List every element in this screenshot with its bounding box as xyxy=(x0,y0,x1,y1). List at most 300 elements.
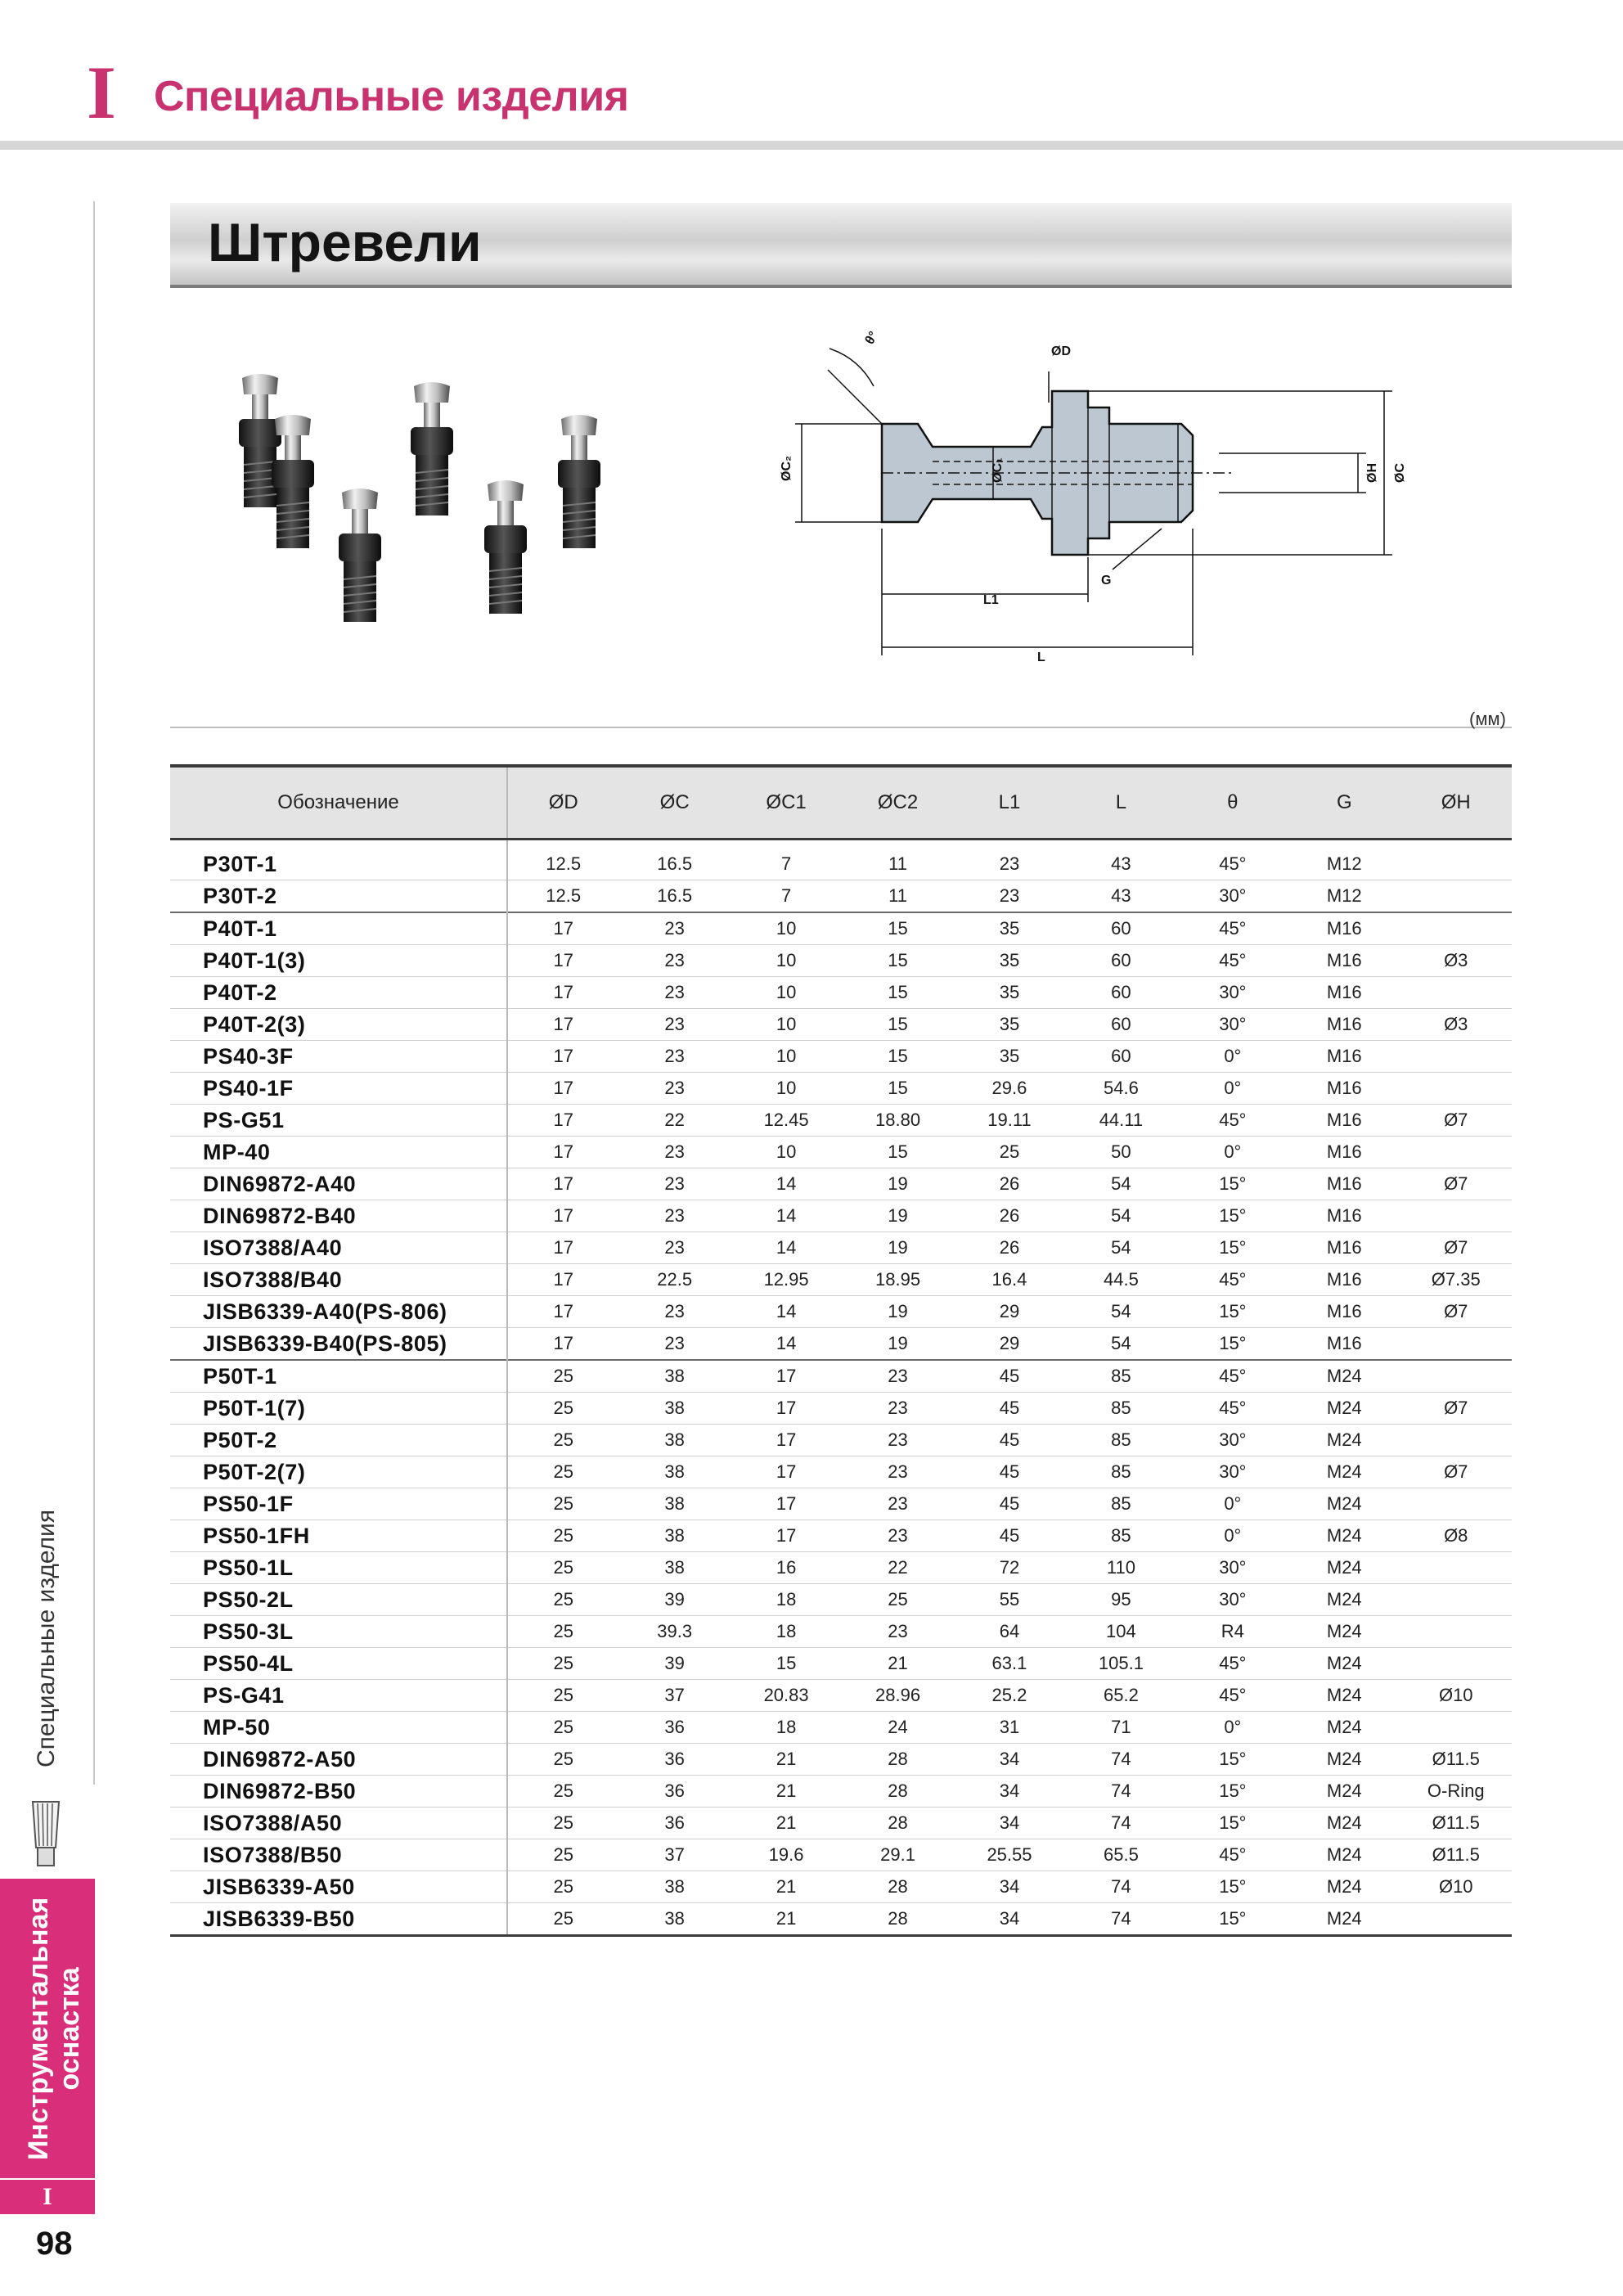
row-designation: PS50-1F xyxy=(170,1488,507,1520)
table-cell: 104 xyxy=(1065,1616,1176,1648)
table-row xyxy=(170,945,1512,977)
table-cell xyxy=(1400,1425,1513,1456)
table-row xyxy=(170,1808,1512,1839)
table-cell: 25 xyxy=(507,1744,618,1776)
table-cell: 21 xyxy=(731,1744,842,1776)
row-designation: MP-40 xyxy=(170,1137,507,1168)
row-designation: P30T-1 xyxy=(170,840,507,880)
table-cell: 22 xyxy=(842,1552,953,1584)
row-designation: PS50-1L xyxy=(170,1552,507,1584)
table-cell: 65.5 xyxy=(1065,1839,1176,1871)
table-cell: 25 xyxy=(507,1871,618,1903)
table-cell: M24 xyxy=(1288,1776,1400,1808)
table-cell: 74 xyxy=(1065,1871,1176,1903)
table-cell: M16 xyxy=(1288,1200,1400,1232)
table-row xyxy=(170,912,1512,945)
table-cell: 23 xyxy=(618,1328,730,1361)
row-designation: DIN69872-B50 xyxy=(170,1776,507,1808)
table-cell: 45 xyxy=(954,1456,1065,1488)
table-cell xyxy=(1400,880,1513,913)
table-cell: 17 xyxy=(507,1264,618,1296)
table-cell: M24 xyxy=(1288,1360,1400,1393)
table-cell: 45° xyxy=(1177,1648,1288,1680)
table-cell: M16 xyxy=(1288,1264,1400,1296)
table-cell: M16 xyxy=(1288,1232,1400,1264)
table-row xyxy=(170,1744,1512,1776)
table-cell: 24 xyxy=(842,1712,953,1744)
table-row xyxy=(170,1552,1512,1584)
table-row xyxy=(170,1105,1512,1137)
col-header-oh: ØH xyxy=(1400,766,1513,840)
table-cell: 60 xyxy=(1065,912,1176,945)
table-cell: 17 xyxy=(731,1425,842,1456)
table-cell: Ø11.5 xyxy=(1400,1808,1513,1839)
table-cell: 15 xyxy=(731,1648,842,1680)
table-cell: 23 xyxy=(842,1360,953,1393)
table-cell: 54 xyxy=(1065,1232,1176,1264)
row-designation: PS40-3F xyxy=(170,1041,507,1073)
table-cell: 60 xyxy=(1065,945,1176,977)
label-theta: θ° xyxy=(862,329,881,347)
table-row xyxy=(170,1009,1512,1041)
table-cell: 11 xyxy=(842,880,953,913)
table-cell: 36 xyxy=(618,1712,730,1744)
table-cell: 21 xyxy=(731,1871,842,1903)
table-cell: 10 xyxy=(731,1137,842,1168)
table-cell xyxy=(1400,1073,1513,1105)
label-oc1: ØC₁ xyxy=(991,457,1005,483)
row-designation: DIN69872-A50 xyxy=(170,1744,507,1776)
table-cell: Ø7 xyxy=(1400,1456,1513,1488)
table-cell: 22.5 xyxy=(618,1264,730,1296)
table-cell: 23 xyxy=(954,880,1065,913)
table-cell: 21 xyxy=(731,1808,842,1839)
table-row xyxy=(170,1456,1512,1488)
row-designation: PS50-1FH xyxy=(170,1520,507,1552)
table-cell: 36 xyxy=(618,1808,730,1839)
table-cell: 60 xyxy=(1065,1009,1176,1041)
row-designation: P30T-2 xyxy=(170,880,507,913)
table-cell: 23 xyxy=(618,1200,730,1232)
row-designation: P40T-2 xyxy=(170,977,507,1009)
table-cell: 26 xyxy=(954,1200,1065,1232)
table-cell: 45 xyxy=(954,1425,1065,1456)
table-row xyxy=(170,977,1512,1009)
table-cell: Ø7 xyxy=(1400,1296,1513,1328)
table-cell: 22 xyxy=(618,1105,730,1137)
table-cell: 30° xyxy=(1177,1425,1288,1456)
table-cell: 16 xyxy=(731,1552,842,1584)
table-row xyxy=(170,1393,1512,1425)
table-cell: 17 xyxy=(507,1328,618,1361)
table-cell: M12 xyxy=(1288,840,1400,880)
table-cell: Ø3 xyxy=(1400,1009,1513,1041)
table-cell: 17 xyxy=(507,1296,618,1328)
table-cell: 28.96 xyxy=(842,1680,953,1712)
table-cell: 29 xyxy=(954,1296,1065,1328)
table-cell: 15 xyxy=(842,1041,953,1073)
table-cell: 17 xyxy=(507,1009,618,1041)
table-cell xyxy=(1400,1137,1513,1168)
table-cell xyxy=(1400,1903,1513,1936)
table-row xyxy=(170,1041,1512,1073)
table-cell: M24 xyxy=(1288,1839,1400,1871)
table-cell: 60 xyxy=(1065,977,1176,1009)
category-tab-line1: Инструментальная xyxy=(23,1897,54,2160)
table-cell: 45° xyxy=(1177,840,1288,880)
label-g: G xyxy=(1101,574,1112,588)
col-header-designation: Обозначение xyxy=(170,766,507,840)
table-cell: 15° xyxy=(1177,1296,1288,1328)
table-cell: 95 xyxy=(1065,1584,1176,1616)
table-cell: M16 xyxy=(1288,1328,1400,1361)
table-cell: 38 xyxy=(618,1425,730,1456)
table-cell: 15 xyxy=(842,945,953,977)
table-cell: 34 xyxy=(954,1903,1065,1936)
table-cell: 15 xyxy=(842,1073,953,1105)
table-cell: M12 xyxy=(1288,880,1400,913)
table-cell: 23 xyxy=(618,1041,730,1073)
row-designation: JISB6339-B50 xyxy=(170,1903,507,1936)
table-cell: 29.1 xyxy=(842,1839,953,1871)
table-cell: 54 xyxy=(1065,1296,1176,1328)
pull-stud-drawing xyxy=(777,324,1407,668)
table-cell: 28 xyxy=(842,1744,953,1776)
table-cell: 71 xyxy=(1065,1712,1176,1744)
table-cell: 31 xyxy=(954,1712,1065,1744)
table-cell: M24 xyxy=(1288,1744,1400,1776)
label-l1: L1 xyxy=(983,593,999,607)
table-row xyxy=(170,1776,1512,1808)
table-cell: 39 xyxy=(618,1648,730,1680)
table-cell: 25 xyxy=(507,1488,618,1520)
table-cell: 29.6 xyxy=(954,1073,1065,1105)
table-cell: 19 xyxy=(842,1168,953,1200)
table-cell: M16 xyxy=(1288,1009,1400,1041)
table-cell: 0° xyxy=(1177,1137,1288,1168)
category-tab-label xyxy=(23,1898,85,2160)
table-cell: 105.1 xyxy=(1065,1648,1176,1680)
table-cell: 10 xyxy=(731,1073,842,1105)
table-cell: 35 xyxy=(954,945,1065,977)
label-oc2: ØC₂ xyxy=(780,455,794,481)
table-cell: 17 xyxy=(507,912,618,945)
table-cell: 18 xyxy=(731,1584,842,1616)
table-cell: 65.2 xyxy=(1065,1680,1176,1712)
row-designation: PS40-1F xyxy=(170,1073,507,1105)
table-cell: 36 xyxy=(618,1776,730,1808)
table-cell: 45° xyxy=(1177,912,1288,945)
table-row xyxy=(170,1360,1512,1393)
table-row xyxy=(170,1488,1512,1520)
table-cell: 15° xyxy=(1177,1744,1288,1776)
table-cell: 15 xyxy=(842,977,953,1009)
table-cell: Ø8 xyxy=(1400,1520,1513,1552)
row-designation: ISO7388/A50 xyxy=(170,1808,507,1839)
table-cell: 45° xyxy=(1177,1360,1288,1393)
pull-studs-photo xyxy=(260,378,653,656)
table-cell: M16 xyxy=(1288,945,1400,977)
table-cell: 30° xyxy=(1177,1584,1288,1616)
side-rail-line xyxy=(93,201,95,1785)
collet-icon xyxy=(25,1797,67,1871)
col-header-g: G xyxy=(1288,766,1400,840)
table-cell: 45 xyxy=(954,1520,1065,1552)
table-cell: 10 xyxy=(731,1041,842,1073)
table-cell: 54.6 xyxy=(1065,1073,1176,1105)
table-cell: M24 xyxy=(1288,1488,1400,1520)
table-cell: 25 xyxy=(507,1456,618,1488)
table-cell: 34 xyxy=(954,1808,1065,1839)
table-cell: 28 xyxy=(842,1871,953,1903)
table-cell: 35 xyxy=(954,912,1065,945)
table-cell: 25 xyxy=(507,1520,618,1552)
table-row xyxy=(170,1328,1512,1361)
table-cell: 44.5 xyxy=(1065,1264,1176,1296)
row-designation: JISB6339-B40(PS-805) xyxy=(170,1328,507,1361)
table-cell: 21 xyxy=(842,1648,953,1680)
col-header-l1: L1 xyxy=(954,766,1065,840)
table-cell: 20.83 xyxy=(731,1680,842,1712)
table-cell: M16 xyxy=(1288,1137,1400,1168)
table-cell: 38 xyxy=(618,1456,730,1488)
table-cell: M16 xyxy=(1288,1168,1400,1200)
table-cell: 23 xyxy=(618,1073,730,1105)
table-cell: Ø11.5 xyxy=(1400,1839,1513,1871)
table-row xyxy=(170,1296,1512,1328)
table-cell: 37 xyxy=(618,1680,730,1712)
table-cell: 23 xyxy=(954,840,1065,880)
table-cell: 25 xyxy=(507,1616,618,1648)
table-cell: 39 xyxy=(618,1584,730,1616)
table-cell: 38 xyxy=(618,1393,730,1425)
table-cell: 38 xyxy=(618,1520,730,1552)
table-cell: 21 xyxy=(731,1903,842,1936)
row-designation: PS50-2L xyxy=(170,1584,507,1616)
table-cell: 17 xyxy=(731,1520,842,1552)
table-cell: Ø10 xyxy=(1400,1871,1513,1903)
side-chapter-label: Специальные изделия xyxy=(33,1509,60,1767)
table-cell: 74 xyxy=(1065,1808,1176,1839)
table-cell: 38 xyxy=(618,1552,730,1584)
table-cell: M24 xyxy=(1288,1712,1400,1744)
table-cell: Ø7 xyxy=(1400,1105,1513,1137)
table-cell: 15° xyxy=(1177,1903,1288,1936)
table-cell: 18.95 xyxy=(842,1264,953,1296)
table-cell xyxy=(1400,1328,1513,1361)
table-cell xyxy=(1400,977,1513,1009)
row-designation: ISO7388/A40 xyxy=(170,1232,507,1264)
table-cell: M24 xyxy=(1288,1393,1400,1425)
table-row xyxy=(170,1168,1512,1200)
table-cell: 21 xyxy=(731,1776,842,1808)
table-cell: 50 xyxy=(1065,1137,1176,1168)
table-cell: 14 xyxy=(731,1328,842,1361)
table-cell: 85 xyxy=(1065,1456,1176,1488)
table-cell: 54 xyxy=(1065,1200,1176,1232)
table-cell: M24 xyxy=(1288,1584,1400,1616)
table-cell: Ø7 xyxy=(1400,1393,1513,1425)
header-rule xyxy=(0,141,1623,150)
label-od: ØD xyxy=(1051,344,1071,358)
table-cell: 15 xyxy=(842,912,953,945)
table-cell: 19 xyxy=(842,1328,953,1361)
table-cell: M24 xyxy=(1288,1425,1400,1456)
table-row xyxy=(170,880,1512,913)
table-cell: 14 xyxy=(731,1296,842,1328)
table-cell: 25 xyxy=(507,1425,618,1456)
row-designation: P50T-2(7) xyxy=(170,1456,507,1488)
table-cell xyxy=(1400,1488,1513,1520)
row-designation: DIN69872-A40 xyxy=(170,1168,507,1200)
table-cell: O-Ring xyxy=(1400,1776,1513,1808)
table-body xyxy=(170,840,1512,1936)
table-cell: M24 xyxy=(1288,1520,1400,1552)
table-cell: 36 xyxy=(618,1744,730,1776)
table-cell: 23 xyxy=(618,1168,730,1200)
table-cell: 45 xyxy=(954,1393,1065,1425)
table-cell: 15° xyxy=(1177,1808,1288,1839)
table-cell: M16 xyxy=(1288,1073,1400,1105)
table-cell: 19 xyxy=(842,1200,953,1232)
table-cell xyxy=(1400,1648,1513,1680)
table-cell: 35 xyxy=(954,977,1065,1009)
table-cell: 15 xyxy=(842,1137,953,1168)
table-cell: M24 xyxy=(1288,1456,1400,1488)
table-cell: M24 xyxy=(1288,1648,1400,1680)
row-designation: JISB6339-A50 xyxy=(170,1871,507,1903)
col-header-oc1: ØC1 xyxy=(731,766,842,840)
table-cell: 25.55 xyxy=(954,1839,1065,1871)
table-cell: 35 xyxy=(954,1009,1065,1041)
table-cell: Ø7.35 xyxy=(1400,1264,1513,1296)
table-cell xyxy=(1400,1712,1513,1744)
table-cell: 19.6 xyxy=(731,1839,842,1871)
row-designation: ISO7388/B50 xyxy=(170,1839,507,1871)
row-designation: P50T-1(7) xyxy=(170,1393,507,1425)
table-cell: M16 xyxy=(1288,1296,1400,1328)
col-header-l: L xyxy=(1065,766,1176,840)
label-l: L xyxy=(1037,651,1045,664)
table-cell: 25 xyxy=(954,1137,1065,1168)
table-cell: Ø11.5 xyxy=(1400,1744,1513,1776)
table-cell: M24 xyxy=(1288,1616,1400,1648)
table-cell: 17 xyxy=(507,1168,618,1200)
table-cell: 17 xyxy=(507,1073,618,1105)
table-cell: 25 xyxy=(507,1393,618,1425)
table-row xyxy=(170,1680,1512,1712)
row-designation: PS50-3L xyxy=(170,1616,507,1648)
table-row xyxy=(170,1871,1512,1903)
table-cell: 23 xyxy=(842,1616,953,1648)
table-cell: 25 xyxy=(507,1712,618,1744)
table-cell: 15° xyxy=(1177,1776,1288,1808)
units-label: (мм) xyxy=(1469,709,1506,729)
row-designation: P40T-1 xyxy=(170,912,507,945)
table-cell: 23 xyxy=(618,945,730,977)
table-header-row xyxy=(170,766,1512,840)
table-cell: 44.11 xyxy=(1065,1105,1176,1137)
table-cell: 0° xyxy=(1177,1041,1288,1073)
table-cell xyxy=(1400,1552,1513,1584)
table-row xyxy=(170,1712,1512,1744)
table-row xyxy=(170,1137,1512,1168)
table-cell: 26 xyxy=(954,1232,1065,1264)
table-cell: 23 xyxy=(618,1009,730,1041)
table-cell: 25 xyxy=(507,1648,618,1680)
table-cell: 29 xyxy=(954,1328,1065,1361)
table-cell: 60 xyxy=(1065,1041,1176,1073)
table-cell: M24 xyxy=(1288,1552,1400,1584)
table-cell: 38 xyxy=(618,1488,730,1520)
table-cell: 19 xyxy=(842,1232,953,1264)
table-cell: 14 xyxy=(731,1200,842,1232)
table-cell: 34 xyxy=(954,1871,1065,1903)
table-cell: R4 xyxy=(1177,1616,1288,1648)
table-cell: 25 xyxy=(507,1552,618,1584)
table-cell: 45° xyxy=(1177,1393,1288,1425)
table-cell: 25 xyxy=(507,1808,618,1839)
table-cell: 25 xyxy=(507,1776,618,1808)
table-row xyxy=(170,1264,1512,1296)
row-designation: JISB6339-A40(PS-806) xyxy=(170,1296,507,1328)
table-cell: M16 xyxy=(1288,1105,1400,1137)
table-cell: 45° xyxy=(1177,1680,1288,1712)
table-cell: 15 xyxy=(842,1009,953,1041)
table-cell: 23 xyxy=(618,912,730,945)
table-cell: 19 xyxy=(842,1296,953,1328)
table-cell: 18 xyxy=(731,1616,842,1648)
table-cell: 7 xyxy=(731,880,842,913)
table-cell: 72 xyxy=(954,1552,1065,1584)
col-header-od: ØD xyxy=(507,766,618,840)
table-cell: 28 xyxy=(842,1903,953,1936)
table-row xyxy=(170,1648,1512,1680)
table-cell: 63.1 xyxy=(954,1648,1065,1680)
table-cell: 10 xyxy=(731,1009,842,1041)
table-cell: 37 xyxy=(618,1839,730,1871)
table-cell: 26 xyxy=(954,1168,1065,1200)
table-cell: 25 xyxy=(507,1584,618,1616)
table-cell: 17 xyxy=(731,1360,842,1393)
table-cell: 10 xyxy=(731,912,842,945)
chapter-title: Специальные изделия xyxy=(154,73,629,120)
table-cell: 10 xyxy=(731,945,842,977)
table-row xyxy=(170,1616,1512,1648)
table-cell: M24 xyxy=(1288,1871,1400,1903)
table-cell: 17 xyxy=(507,977,618,1009)
label-oh: ØH xyxy=(1365,463,1379,483)
table-cell: 28 xyxy=(842,1808,953,1839)
table-cell: 18 xyxy=(731,1712,842,1744)
table-cell xyxy=(1400,1360,1513,1393)
page-number: 98 xyxy=(36,2226,73,2262)
table-cell: 30° xyxy=(1177,1552,1288,1584)
table-row xyxy=(170,1073,1512,1105)
table-cell: 85 xyxy=(1065,1520,1176,1552)
table-row xyxy=(170,1520,1512,1552)
table-cell: 25 xyxy=(507,1839,618,1871)
table-cell: Ø7 xyxy=(1400,1168,1513,1200)
table-cell: 55 xyxy=(954,1584,1065,1616)
table-cell: 25 xyxy=(842,1584,953,1616)
table-cell: 30° xyxy=(1177,1009,1288,1041)
table-cell: 45° xyxy=(1177,1105,1288,1137)
table-cell: 16.5 xyxy=(618,840,730,880)
row-designation: ISO7388/B40 xyxy=(170,1264,507,1296)
table-cell: 15° xyxy=(1177,1200,1288,1232)
table-cell: 12.45 xyxy=(731,1105,842,1137)
